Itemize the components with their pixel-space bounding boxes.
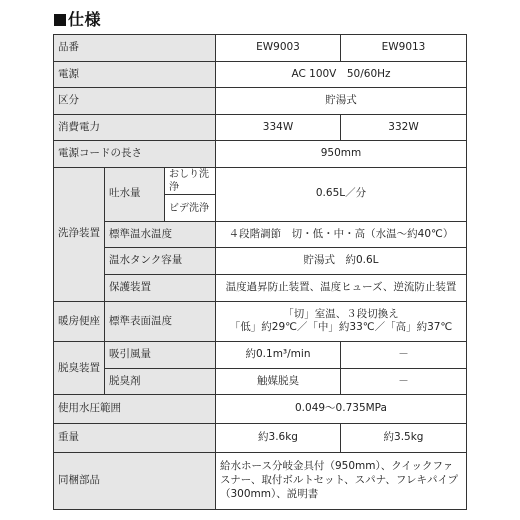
label-agent: 脱臭剤 xyxy=(105,368,216,395)
label-wash: 洗浄装置 xyxy=(54,167,105,301)
label-weight: 重量 xyxy=(54,424,216,453)
value-accessories: 給水ホース分岐金具付（950mm）、クイックファスナー、取付ボルトセット、スパナ、フレキパイプ（300mm）、説明書 xyxy=(216,452,467,509)
value-tank: 貯湯式 約0.6L xyxy=(216,248,467,275)
weight-a: 約3.6kg xyxy=(216,424,341,453)
value-temp: ４段階調節 切・低・中・高（水温～約40℃） xyxy=(216,221,467,248)
label-oshiri: おしり洗浄 xyxy=(165,167,216,195)
row-wash-discharge-oshiri xyxy=(54,167,467,195)
row-wash-protect xyxy=(54,274,467,301)
seat-temp-line-2: 「低」約29℃／「中」約33℃／「高」約37℃ xyxy=(229,321,453,334)
value-cord: 950mm xyxy=(216,141,467,168)
weight-b: 約3.5kg xyxy=(341,424,467,453)
label-category: 区分 xyxy=(54,88,216,115)
label-model: 品番 xyxy=(54,35,216,62)
value-category: 貯湯式 xyxy=(216,88,467,115)
seat-temp-line-1: 「切」室温、３段切換え xyxy=(283,307,399,320)
label-protect: 保護装置 xyxy=(105,274,216,301)
row-cord xyxy=(54,141,467,168)
consumption-a: 334W xyxy=(216,114,341,141)
value-pressure: 0.049～0.735MPa xyxy=(216,395,467,424)
label-power: 電源 xyxy=(54,61,216,88)
row-power xyxy=(54,61,467,88)
label-deodor: 脱臭装置 xyxy=(54,342,105,395)
row-weight xyxy=(54,424,467,453)
model-b: EW9013 xyxy=(341,35,467,62)
label-seat-temp: 標準表面温度 xyxy=(105,301,216,342)
label-seat: 暖房便座 xyxy=(54,301,105,342)
value-discharge: 0.65L／分 xyxy=(216,167,467,221)
row-accessories xyxy=(54,452,467,509)
row-deodor-air xyxy=(54,342,467,369)
spec-heading xyxy=(54,7,101,30)
air-b: － xyxy=(341,342,467,369)
row-wash-temp xyxy=(54,221,467,248)
label-consumption: 消費電力 xyxy=(54,114,216,141)
label-discharge: 吐水量 xyxy=(105,167,165,221)
row-pressure xyxy=(54,395,467,424)
value-protect: 温度過昇防止装置、温度ヒューズ、逆流防止装置 xyxy=(216,274,467,301)
label-pressure: 使用水圧範囲 xyxy=(54,395,216,424)
label-cord: 電源コードの長さ xyxy=(54,141,216,168)
row-seat xyxy=(54,301,467,342)
row-consumption xyxy=(54,114,467,141)
square-bullet-icon xyxy=(54,14,66,26)
label-air: 吸引風量 xyxy=(105,342,216,369)
agent-a: 触媒脱臭 xyxy=(216,368,341,395)
air-a: 約0.1m³/min xyxy=(216,342,341,369)
value-power: AC 100V 50/60Hz xyxy=(216,61,467,88)
row-wash-tank xyxy=(54,248,467,275)
label-temp: 標準温水温度 xyxy=(105,221,216,248)
value-seat-temp xyxy=(216,301,467,342)
agent-b: － xyxy=(341,368,467,395)
row-model xyxy=(54,35,467,62)
label-accessories: 同梱部品 xyxy=(54,452,216,509)
row-deodor-agent xyxy=(54,368,467,395)
row-category xyxy=(54,88,467,115)
spec-table xyxy=(53,34,467,510)
spec-heading-text: 仕様 xyxy=(68,10,102,29)
label-bidet: ビデ洗浄 xyxy=(165,195,216,222)
model-a: EW9003 xyxy=(216,35,341,62)
label-tank: 温水タンク容量 xyxy=(105,248,216,275)
consumption-b: 332W xyxy=(341,114,467,141)
